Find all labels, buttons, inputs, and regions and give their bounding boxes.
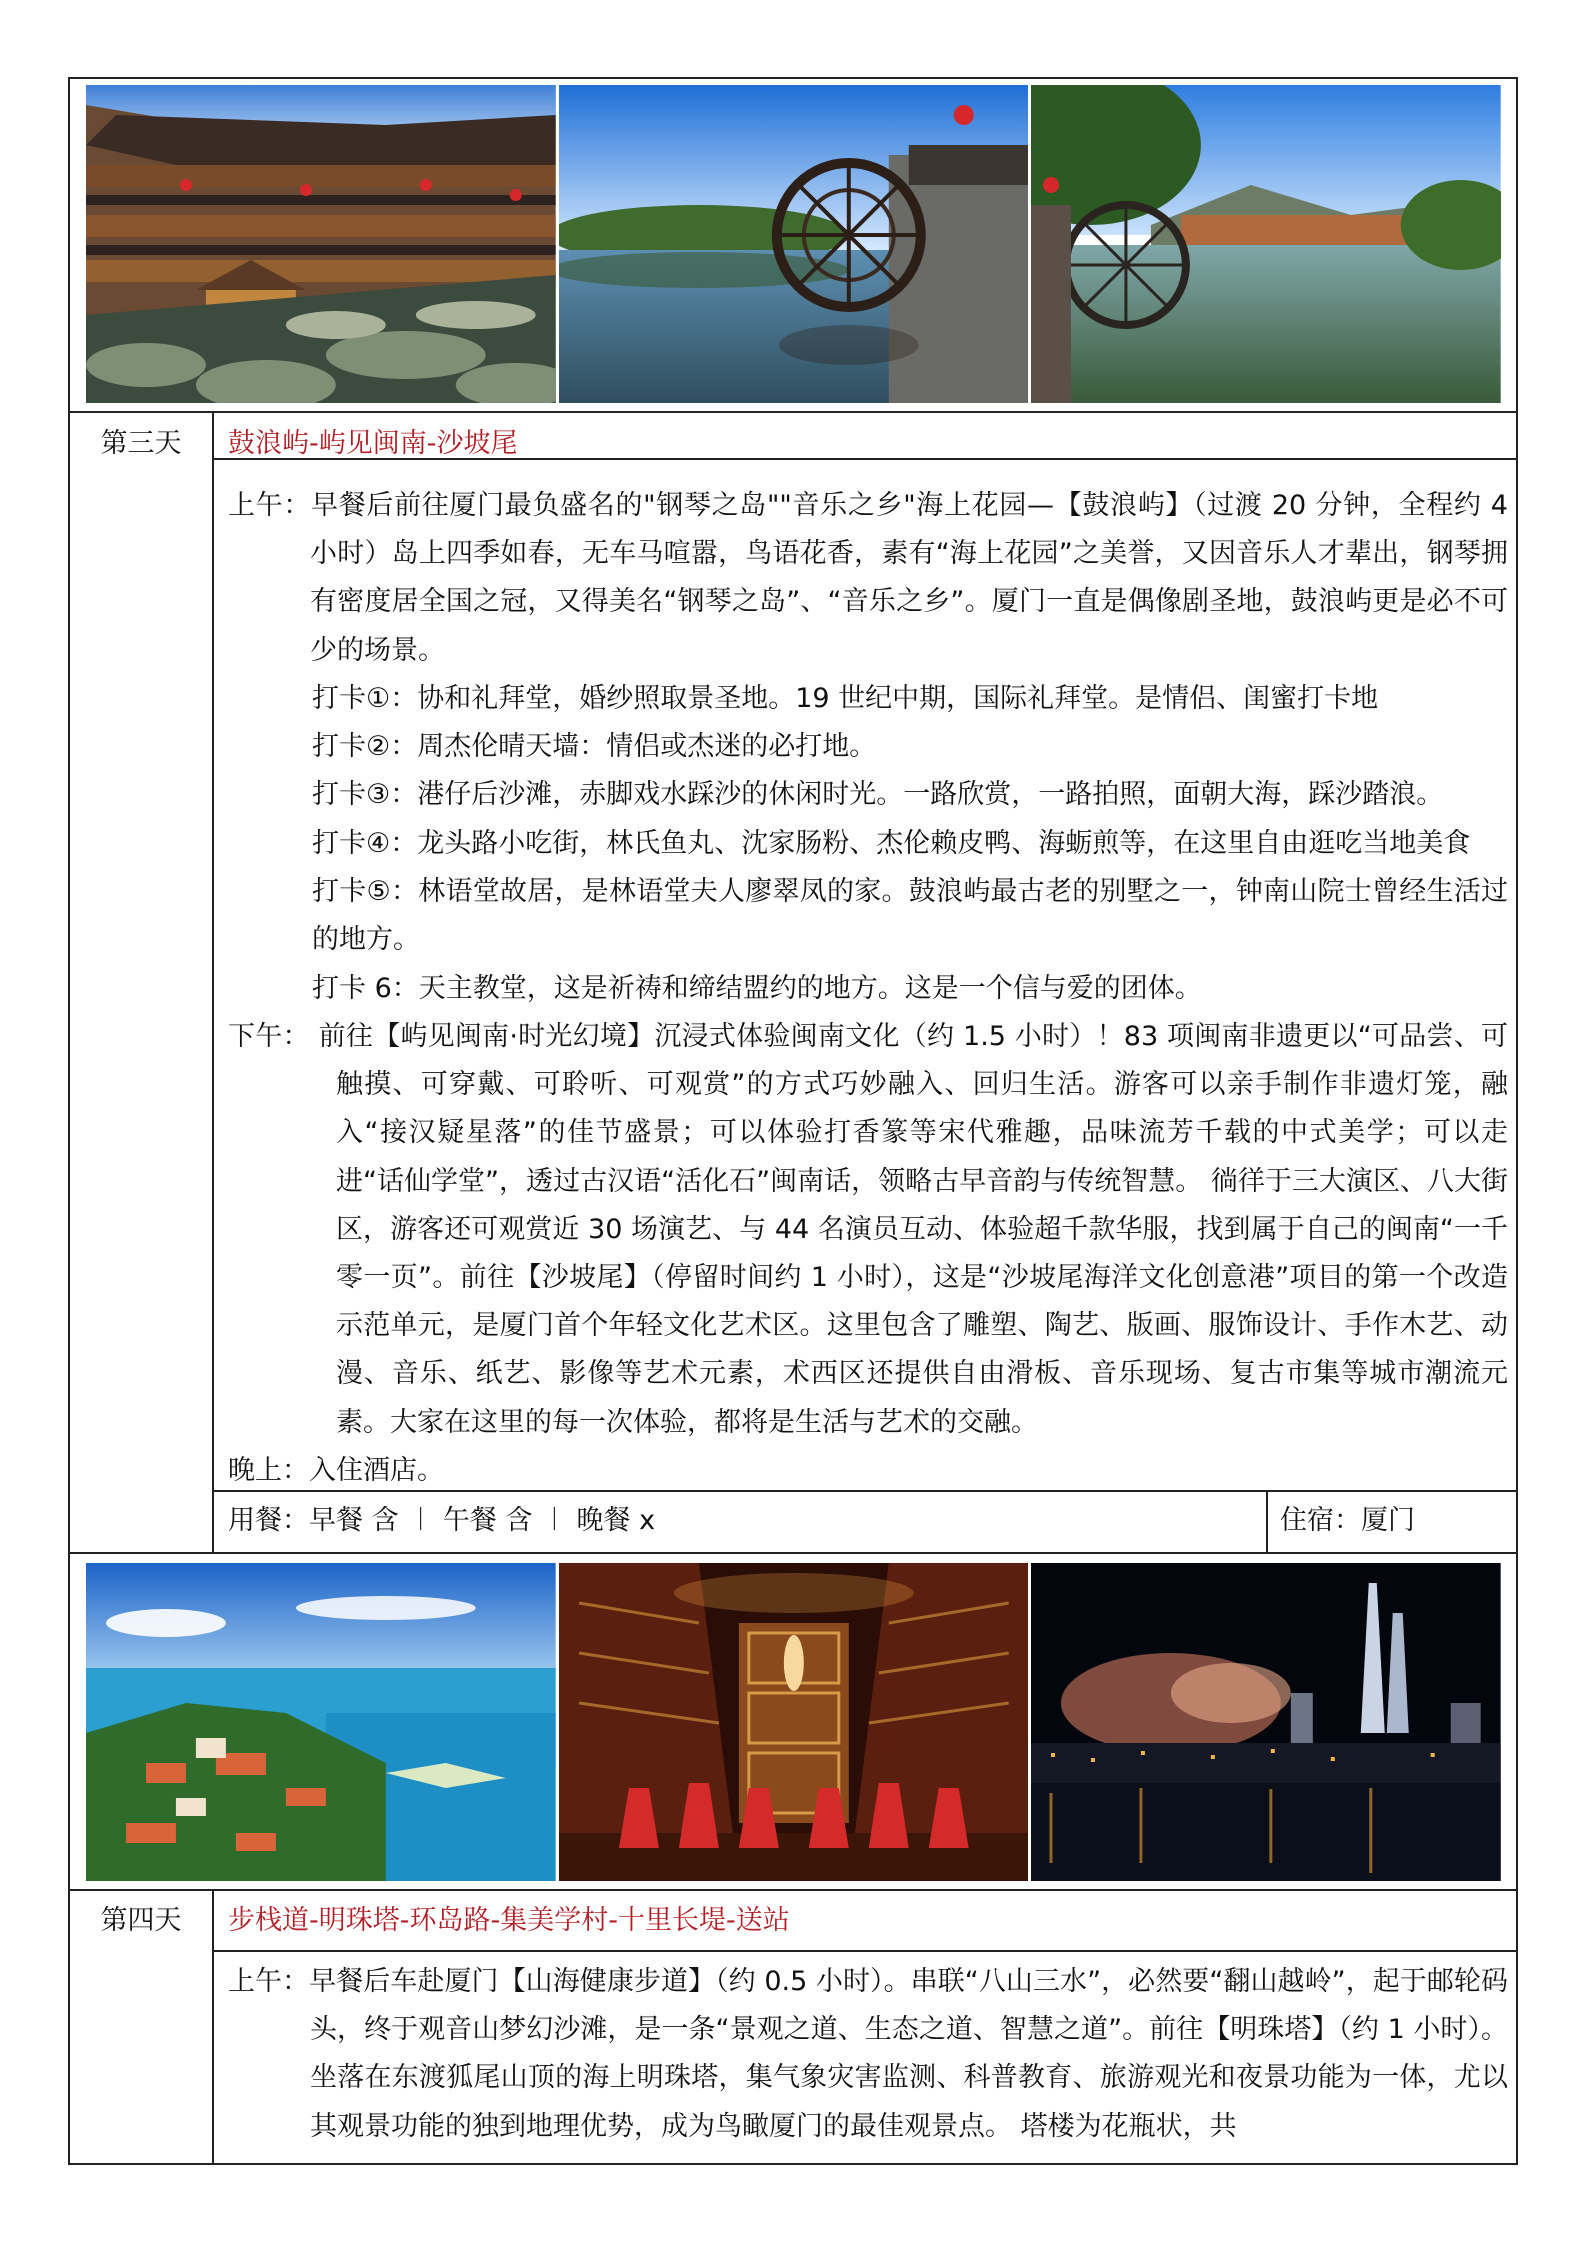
morning-description: 上午：早餐后车赴厦门【山海健康步道】（约 0.5 小时）。串联“八山三水”，必然要“翻山越岭”，起于邮轮码头，终于观音山梦幻沙滩，是一条“景观之道、生态之道、智慧之道”。前往【明珠塔】（约 1 小时）。坐落在东渡狐尾山顶的海上明珠塔，集气象灾害监测、科普教育、旅游观光和夜景功能为一体，尤以其观景功能的独到地理优势，成为鸟瞰厦门的最佳观景点。 塔楼为花瓶状，共 [228,1966,1508,2142]
gulangyu-island-photo [86,1563,556,1881]
checkin-item: 打卡④：龙头路小吃街，林氏鱼丸、沈家肠粉、杰伦赖皮鸭、海蛎煎等，在这里自由逛吃当地美食 [312,828,1471,859]
day-route-title: 鼓浪屿-屿见闽南-沙坡尾 [228,428,518,459]
evening-description: 晚上：入住酒店。 [228,1455,444,1486]
checkin-item: 打卡①：协和礼拜堂，婚纱照取景圣地。19 世纪中期，国际礼拜堂。是情侣、闺蜜打卡地 [312,683,1379,714]
lodging-info: 住宿：厦门 [1280,1505,1415,1536]
row-divider [213,1950,1518,1952]
column-divider [212,411,214,1552]
row-divider [68,1552,1518,1554]
morning-description: 上午：早餐后前往厦门最负盛名的"钢琴之岛""音乐之乡"海上花园—【鼓浪屿】（过渡 20 分钟，全程约 4 小时）岛上四季如春，无车马喧嚣，鸟语花香，素有“海上花园”之美誉，又因音乐人才辈出，钢琴拥有密度居全国之冠，又得美名“钢琴之岛”、“音乐之乡”。厦门一直是偶像剧圣地，鼓浪屿更是必不可少的场景。 [228,490,1508,666]
checkin-item: 打卡③：港仔后沙滩，赤脚戏水踩沙的休闲时光。一路欣赏，一路拍照，面朝大海，踩沙踏浪。 [312,779,1444,810]
minnan-stage-show-photo [559,1563,1029,1881]
column-divider [1266,1490,1268,1552]
checkin-item: 打卡 6：天主教堂，这是祈祷和缔结盟约的地方。这是一个信与爱的团体。 [312,973,1202,1004]
photo-row-bottom [86,1563,1501,1881]
checkin-item: 打卡⑤：林语堂故居，是林语堂夫人廖翠凤的家。鼓浪屿最古老的别墅之一，钟南山院士曾经生活过的地方。 [312,876,1508,956]
waterwheel-lake-photo [559,85,1029,403]
day-label: 第四天 [100,1905,182,1936]
afternoon-description: 下午： 前往【屿见闽南·时光幻境】沉浸式体验闽南文化（约 1.5 小时）！83 项闽南非遗更以“可品尝、可触摸、可穿戴、可聆听、可观赏”的方式巧妙融入、回归生活。游客可以亲手制作非遗灯笼，融入“接汉疑星落”的佳节盛景；可以体验打香篆等宋代雅趣，品味流芳千载的中式美学；可以走进“话仙学堂”，透过古汉语“活化石”闽南话，领略古早音韵与传统智慧。 徜徉于三大演区、八大街区，游客还可观赏近 30 场演艺、与 44 名演员互动、体验超千款华服，找到属于自己的闽南“一千零一页”。前往【沙坡尾】（停留时间约 1 小时），这是“沙坡尾海洋文化创意港”项目的第一个改造示范单元，是厦门首个年轻文化艺术区。这里包含了雕塑、陶艺、版画、服饰设计、手作木艺、动漫、音乐、纸艺、影像等艺术元素，术西区还提供自由滑板、音乐现场、复古市集等城市潮流元素。大家在这里的每一次体验，都将是生活与艺术的交融。 [228,1021,1508,1438]
row-divider [68,1889,1518,1891]
photo-row-top [86,85,1501,403]
waterwheel-village-photo [1031,85,1501,403]
column-divider [212,1889,214,2165]
xiamen-night-skyline-photo [1031,1563,1501,1881]
meals-info: 用餐：早餐 含 ︱ 午餐 含 ︱ 晚餐 x [228,1505,656,1536]
row-divider [68,411,1518,413]
day-route-title: 步栈道-明珠塔-环岛路-集美学村-十里长堤-送站 [228,1905,790,1936]
checkin-item: 打卡②：周杰伦晴天墙：情侣或杰迷的必打地。 [312,731,877,762]
day-label: 第三天 [100,428,182,459]
tulou-courtyard-photo [86,85,556,403]
